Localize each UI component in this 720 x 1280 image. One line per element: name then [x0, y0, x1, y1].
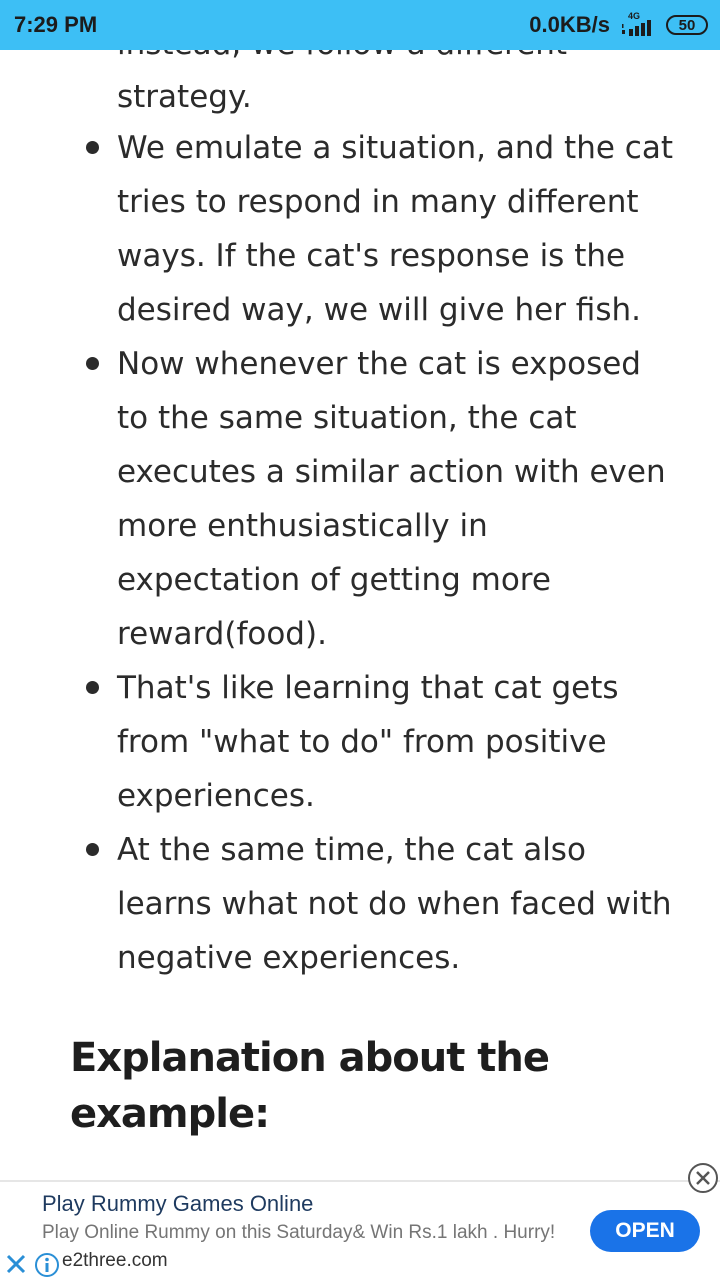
ad-close-icon[interactable]	[687, 1162, 719, 1194]
ad-title[interactable]: Play Rummy Games Online	[42, 1191, 314, 1216]
battery-level: 50	[678, 16, 696, 34]
bullet-icon	[86, 141, 99, 154]
network-speed: 0.0KB/s	[529, 12, 610, 37]
battery-icon	[666, 15, 708, 35]
signal-icon	[618, 10, 658, 40]
list-item	[117, 337, 677, 661]
ad-dismiss-icon[interactable]	[4, 1252, 28, 1276]
ad-domain[interactable]: e2three.com	[62, 1250, 168, 1271]
network-type-label: 4G	[628, 11, 641, 21]
list-item-text: That's like learning that cat gets from "what to do" from positive experiences.	[117, 670, 619, 814]
ad-open-button[interactable]: OPEN	[590, 1210, 700, 1252]
paragraph-continuation: strategy.	[117, 79, 252, 115]
list-item-text: Now whenever the cat is exposed to the same situation, the cat executes a similar action with even more enthusiastically in expectation of getting more reward(food).	[117, 346, 666, 652]
ad-info-icon[interactable]	[34, 1252, 60, 1278]
bullet-icon	[86, 843, 99, 856]
bullet-icon	[86, 681, 99, 694]
section-heading: Explanation about the example:	[70, 1035, 549, 1137]
status-bar	[0, 0, 720, 50]
ad-description[interactable]: Play Online Rummy on this Saturday& Win Rs.1 lakh . Hurry!	[42, 1222, 556, 1243]
list-item	[117, 121, 677, 337]
ad-banner[interactable]	[0, 1180, 720, 1280]
bullet-list	[117, 121, 677, 985]
status-indicators	[529, 10, 708, 40]
list-item-text: At the same time, the cat also learns what not do when faced with negative experiences.	[117, 832, 672, 976]
bullet-icon	[86, 357, 99, 370]
list-item	[117, 661, 677, 823]
list-item-text: We emulate a situation, and the cat tries to respond in many different ways. If the cat's response is the desired way, we will give her fish.	[117, 130, 673, 328]
status-time: 7:29 PM	[14, 12, 98, 37]
list-item	[117, 823, 677, 985]
